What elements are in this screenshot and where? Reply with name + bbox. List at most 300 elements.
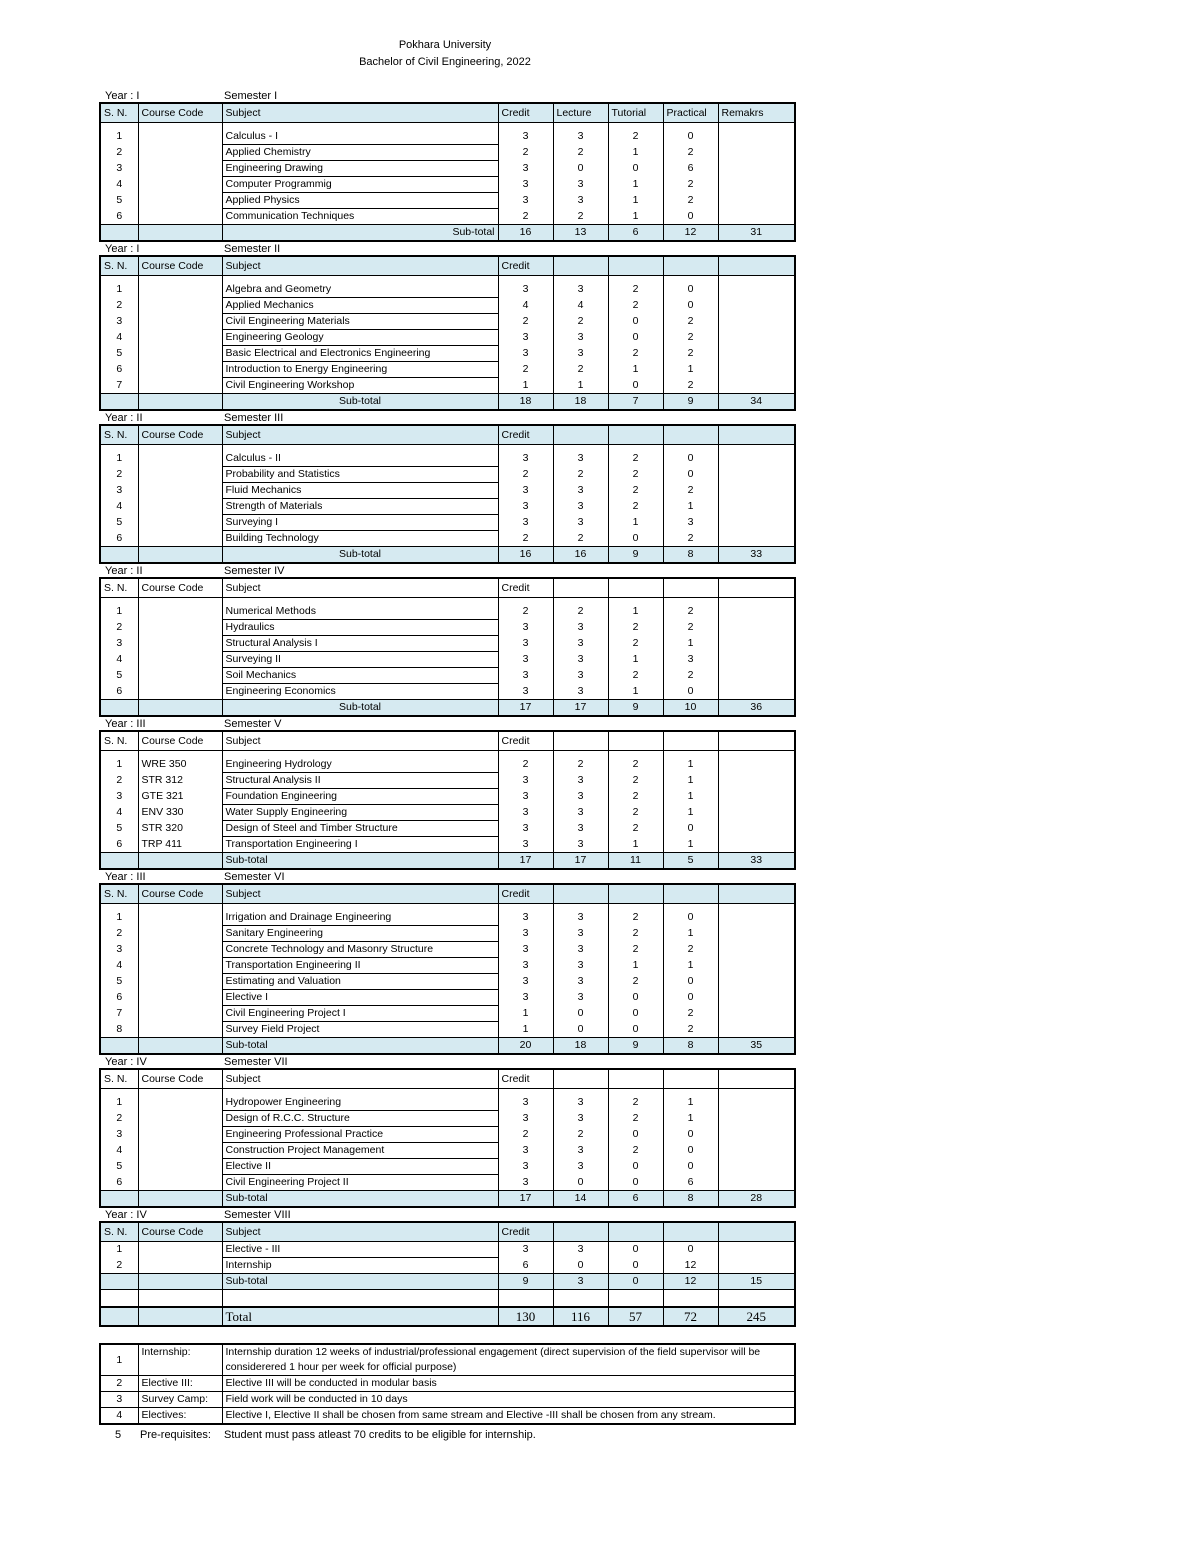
header-remarks: Remakrs (718, 103, 795, 123)
course-lecture: 3 (553, 789, 608, 805)
semester-table (99, 102, 796, 242)
course-practical: 0 (663, 1242, 718, 1258)
course-tutorial: 1 (608, 837, 663, 853)
subtotal-remarks: 31 (718, 225, 795, 242)
course-subject: Engineering Professional Practice (222, 1127, 498, 1143)
course-lecture: 2 (553, 362, 608, 378)
course-practical: 2 (663, 145, 718, 161)
course-lecture: 3 (553, 129, 608, 145)
subtotal-credit: 16 (498, 547, 553, 564)
subtotal-tutorial: 6 (608, 225, 663, 242)
course-subject: Calculus - I (222, 129, 498, 145)
header-sn: S. N. (100, 731, 138, 751)
course-sn: 4 (100, 652, 138, 668)
course-remarks (718, 145, 795, 161)
course-tutorial: 1 (608, 177, 663, 193)
course-code (138, 604, 222, 620)
year-label: Year : II (105, 412, 143, 424)
subtotal-label: Sub-total (222, 1038, 498, 1055)
course-lecture: 3 (553, 620, 608, 636)
course-remarks (718, 362, 795, 378)
course-credit: 3 (498, 282, 553, 298)
course-remarks (718, 789, 795, 805)
course-lecture: 2 (553, 314, 608, 330)
course-remarks (718, 620, 795, 636)
course-code (138, 974, 222, 990)
course-tutorial: 1 (608, 652, 663, 668)
course-row (100, 483, 795, 499)
course-tutorial: 2 (608, 1143, 663, 1159)
course-row (100, 974, 795, 990)
course-tutorial: 2 (608, 620, 663, 636)
course-sn: 8 (100, 1022, 138, 1038)
subtotal-lecture: 14 (553, 1191, 608, 1208)
header-course-code: Course Code (138, 1069, 222, 1089)
subtotal-credit: 17 (498, 1191, 553, 1208)
course-sn: 5 (100, 821, 138, 837)
course-lecture: 3 (553, 1242, 608, 1258)
course-subject: Survey Field Project (222, 1022, 498, 1038)
course-code (138, 378, 222, 394)
subtotal-practical: 9 (663, 394, 718, 411)
subtotal-practical: 8 (663, 1038, 718, 1055)
semester-heading (99, 564, 796, 577)
semester-heading (99, 870, 796, 883)
course-row (100, 926, 795, 942)
course-subject: Hydraulics (222, 620, 498, 636)
course-practical: 1 (663, 499, 718, 515)
course-lecture: 0 (553, 161, 608, 177)
course-remarks (718, 1111, 795, 1127)
program-title: Bachelor of Civil Engineering, 2022 (359, 56, 531, 68)
course-row (100, 1022, 795, 1038)
course-lecture: 3 (553, 668, 608, 684)
course-practical: 0 (663, 910, 718, 926)
semester-table (99, 255, 796, 411)
total-credit: 130 (498, 1307, 553, 1326)
course-row (100, 282, 795, 298)
course-code (138, 926, 222, 942)
course-lecture: 3 (553, 1143, 608, 1159)
course-code (138, 1095, 222, 1111)
course-remarks (718, 604, 795, 620)
course-sn: 6 (100, 1175, 138, 1191)
course-code (138, 652, 222, 668)
semester-heading (99, 242, 796, 255)
course-code: STR 320 (138, 821, 222, 837)
course-tutorial: 1 (608, 684, 663, 700)
course-sn: 6 (100, 837, 138, 853)
course-subject: Soil Mechanics (222, 668, 498, 684)
course-remarks (718, 652, 795, 668)
subtotal-remarks: 35 (718, 1038, 795, 1055)
course-tutorial: 2 (608, 298, 663, 314)
course-sn: 5 (100, 346, 138, 362)
subtotal-label: Sub-total (222, 394, 498, 411)
course-practical: 1 (663, 1111, 718, 1127)
course-subject: Applied Physics (222, 193, 498, 209)
course-code: WRE 350 (138, 757, 222, 773)
course-tutorial: 2 (608, 910, 663, 926)
course-remarks (718, 684, 795, 700)
course-sn: 4 (100, 499, 138, 515)
course-practical: 0 (663, 1143, 718, 1159)
header-course-code: Course Code (138, 425, 222, 445)
header-subject: Subject (222, 884, 498, 904)
course-lecture: 3 (553, 942, 608, 958)
table-header-row (100, 103, 795, 123)
semester-table (99, 424, 796, 564)
course-code (138, 1258, 222, 1274)
semester-label: Semester VI (224, 871, 285, 883)
course-remarks (718, 1022, 795, 1038)
course-remarks (718, 467, 795, 483)
course-code (138, 451, 222, 467)
course-credit: 3 (498, 684, 553, 700)
course-subject: Surveying I (222, 515, 498, 531)
course-practical: 2 (663, 177, 718, 193)
subtotal-credit: 17 (498, 700, 553, 717)
course-practical: 1 (663, 926, 718, 942)
table-header-row (100, 1069, 795, 1089)
course-tutorial: 2 (608, 499, 663, 515)
course-credit: 3 (498, 346, 553, 362)
course-sn: 1 (100, 282, 138, 298)
course-subject: Estimating and Valuation (222, 974, 498, 990)
course-code (138, 1111, 222, 1127)
course-credit: 3 (498, 974, 553, 990)
course-row (100, 330, 795, 346)
note-text: Field work will be conducted in 10 days (222, 1392, 795, 1408)
course-practical: 2 (663, 314, 718, 330)
course-practical: 1 (663, 636, 718, 652)
subtotal-label: Sub-total (222, 225, 498, 242)
course-tutorial: 1 (608, 362, 663, 378)
course-lecture: 3 (553, 958, 608, 974)
course-code (138, 668, 222, 684)
subtotal-credit: 9 (498, 1274, 553, 1290)
header-subject: Subject (222, 731, 498, 751)
course-code (138, 958, 222, 974)
course-lecture: 0 (553, 1022, 608, 1038)
prereq-sn: 5 (115, 1429, 122, 1441)
table-header-row (100, 256, 795, 276)
course-credit: 3 (498, 773, 553, 789)
course-practical: 1 (663, 958, 718, 974)
course-code (138, 620, 222, 636)
course-remarks (718, 1127, 795, 1143)
course-credit: 2 (498, 314, 553, 330)
table-header-row (100, 884, 795, 904)
header-tutorial: Tutorial (608, 103, 663, 123)
course-tutorial: 0 (608, 161, 663, 177)
course-row (100, 773, 795, 789)
course-tutorial: 0 (608, 990, 663, 1006)
course-code (138, 145, 222, 161)
semester-label: Semester VIII (224, 1209, 291, 1221)
year-label: Year : III (105, 718, 146, 730)
subtotal-label: Sub-total (222, 547, 498, 564)
course-credit: 3 (498, 129, 553, 145)
course-practical: 0 (663, 209, 718, 225)
course-row (100, 789, 795, 805)
course-subject: Hydropower Engineering (222, 1095, 498, 1111)
course-practical: 6 (663, 1175, 718, 1191)
course-practical: 6 (663, 161, 718, 177)
course-code (138, 467, 222, 483)
course-tutorial: 1 (608, 604, 663, 620)
course-tutorial: 2 (608, 757, 663, 773)
course-lecture: 3 (553, 1111, 608, 1127)
header-subject: Subject (222, 578, 498, 598)
course-credit: 3 (498, 789, 553, 805)
course-subject: Civil Engineering Materials (222, 314, 498, 330)
course-sn: 2 (100, 1258, 138, 1274)
course-code (138, 910, 222, 926)
course-row (100, 1127, 795, 1143)
course-remarks (718, 177, 795, 193)
course-tutorial: 1 (608, 145, 663, 161)
course-sn: 2 (100, 620, 138, 636)
course-practical: 2 (663, 346, 718, 362)
course-sn: 6 (100, 990, 138, 1006)
course-row (100, 467, 795, 483)
course-row (100, 942, 795, 958)
course-credit: 3 (498, 1175, 553, 1191)
note-label: Elective III: (138, 1376, 222, 1392)
course-credit: 3 (498, 451, 553, 467)
course-sn: 7 (100, 1006, 138, 1022)
course-tutorial: 2 (608, 346, 663, 362)
course-credit: 2 (498, 604, 553, 620)
course-lecture: 3 (553, 773, 608, 789)
course-row (100, 531, 795, 547)
subtotal-row (100, 1038, 795, 1055)
course-tutorial: 2 (608, 926, 663, 942)
note-row (100, 1392, 795, 1408)
total-tutorial: 57 (608, 1307, 663, 1326)
course-lecture: 3 (553, 177, 608, 193)
subtotal-tutorial: 11 (608, 853, 663, 870)
course-subject: Civil Engineering Project II (222, 1175, 498, 1191)
header-subject: Subject (222, 1069, 498, 1089)
course-credit: 2 (498, 362, 553, 378)
course-lecture: 3 (553, 910, 608, 926)
course-credit: 6 (498, 1258, 553, 1274)
subtotal-row (100, 394, 795, 411)
course-code (138, 346, 222, 362)
note-label: Electives: (138, 1408, 222, 1425)
subtotal-lecture: 16 (553, 547, 608, 564)
course-lecture: 3 (553, 926, 608, 942)
course-credit: 3 (498, 499, 553, 515)
year-label: Year : IV (105, 1056, 147, 1068)
course-sn: 1 (100, 910, 138, 926)
header-sn: S. N. (100, 103, 138, 123)
note-text: Internship duration 12 weeks of industrial/professional engagement (direct supervision of the field supervisor will be considerered 1 hour per week for official purpose) (222, 1344, 795, 1376)
header-sn: S. N. (100, 884, 138, 904)
course-credit: 3 (498, 1095, 553, 1111)
subtotal-lecture: 17 (553, 853, 608, 870)
course-row (100, 161, 795, 177)
course-lecture: 3 (553, 684, 608, 700)
total-row (100, 1307, 795, 1326)
course-row (100, 1159, 795, 1175)
course-sn: 4 (100, 805, 138, 821)
course-subject: Elective - III (222, 1242, 498, 1258)
course-lecture: 3 (553, 974, 608, 990)
course-code (138, 942, 222, 958)
subtotal-lecture: 3 (553, 1274, 608, 1290)
note-row (100, 1344, 795, 1376)
course-practical: 3 (663, 652, 718, 668)
course-tutorial: 0 (608, 330, 663, 346)
course-lecture: 3 (553, 837, 608, 853)
header-credit: Credit (498, 884, 553, 904)
note-label: Internship: (138, 1344, 222, 1376)
course-row (100, 1242, 795, 1258)
course-subject: Applied Chemistry (222, 145, 498, 161)
header-credit: Credit (498, 731, 553, 751)
subtotal-lecture: 13 (553, 225, 608, 242)
course-credit: 1 (498, 378, 553, 394)
header-credit: Credit (498, 256, 553, 276)
course-lecture: 2 (553, 145, 608, 161)
course-code (138, 298, 222, 314)
course-row (100, 298, 795, 314)
course-remarks (718, 209, 795, 225)
course-remarks (718, 821, 795, 837)
header-course-code: Course Code (138, 884, 222, 904)
course-practical: 2 (663, 531, 718, 547)
course-credit: 2 (498, 757, 553, 773)
subtotal-remarks: 28 (718, 1191, 795, 1208)
course-sn: 6 (100, 531, 138, 547)
course-tutorial: 2 (608, 1095, 663, 1111)
course-practical: 1 (663, 837, 718, 853)
course-practical: 0 (663, 990, 718, 1006)
course-lecture: 1 (553, 378, 608, 394)
university-title: Pokhara University (398, 39, 492, 51)
semester-table (99, 883, 796, 1055)
course-practical: 0 (663, 282, 718, 298)
course-row (100, 636, 795, 652)
course-practical: 0 (663, 451, 718, 467)
header-sn: S. N. (100, 1069, 138, 1089)
course-row (100, 620, 795, 636)
course-code (138, 362, 222, 378)
course-row (100, 451, 795, 467)
semester-heading (99, 1208, 796, 1221)
course-subject: Internship (222, 1258, 498, 1274)
header-lecture: Lecture (553, 103, 608, 123)
course-practical: 0 (663, 974, 718, 990)
course-subject: Calculus - II (222, 451, 498, 467)
course-practical: 2 (663, 483, 718, 499)
course-remarks (718, 1242, 795, 1258)
course-tutorial: 0 (608, 1242, 663, 1258)
course-code (138, 282, 222, 298)
course-credit: 3 (498, 193, 553, 209)
course-tutorial: 2 (608, 805, 663, 821)
course-credit: 3 (498, 1159, 553, 1175)
course-remarks (718, 636, 795, 652)
course-lecture: 3 (553, 193, 608, 209)
course-credit: 3 (498, 837, 553, 853)
course-remarks (718, 451, 795, 467)
course-remarks (718, 129, 795, 145)
course-sn: 3 (100, 1127, 138, 1143)
subtotal-row (100, 225, 795, 242)
course-tutorial: 0 (608, 1258, 663, 1274)
course-subject: Irrigation and Drainage Engineering (222, 910, 498, 926)
subtotal-practical: 5 (663, 853, 718, 870)
note-label: Survey Camp: (138, 1392, 222, 1408)
total-practical: 72 (663, 1307, 718, 1326)
semester-label: Semester V (224, 718, 282, 730)
course-tutorial: 2 (608, 942, 663, 958)
course-remarks (718, 773, 795, 789)
course-subject: Foundation Engineering (222, 789, 498, 805)
year-label: Year : IV (105, 1209, 147, 1221)
course-lecture: 3 (553, 330, 608, 346)
course-row (100, 362, 795, 378)
course-code (138, 483, 222, 499)
course-practical: 3 (663, 515, 718, 531)
course-sn: 1 (100, 1095, 138, 1111)
subtotal-row (100, 700, 795, 717)
course-lecture: 3 (553, 346, 608, 362)
course-code: STR 312 (138, 773, 222, 789)
note-sn: 3 (100, 1392, 138, 1408)
course-credit: 3 (498, 1143, 553, 1159)
course-tutorial: 2 (608, 668, 663, 684)
course-subject: Structural Analysis II (222, 773, 498, 789)
course-tutorial: 0 (608, 1006, 663, 1022)
course-code (138, 636, 222, 652)
table-header-row (100, 578, 795, 598)
course-row (100, 145, 795, 161)
course-remarks (718, 1143, 795, 1159)
course-lecture: 0 (553, 1006, 608, 1022)
course-sn: 6 (100, 209, 138, 225)
course-sn: 6 (100, 362, 138, 378)
course-code (138, 499, 222, 515)
course-tutorial: 0 (608, 531, 663, 547)
course-sn: 6 (100, 684, 138, 700)
course-row (100, 314, 795, 330)
year-label: Year : I (105, 243, 140, 255)
course-sn: 5 (100, 193, 138, 209)
header-sn: S. N. (100, 425, 138, 445)
subtotal-practical: 10 (663, 700, 718, 717)
course-practical: 2 (663, 1022, 718, 1038)
course-tutorial: 1 (608, 958, 663, 974)
course-credit: 3 (498, 668, 553, 684)
course-subject: Sanitary Engineering (222, 926, 498, 942)
semester-table (99, 730, 796, 870)
course-remarks (718, 837, 795, 853)
course-row (100, 1143, 795, 1159)
header-sn: S. N. (100, 256, 138, 276)
subtotal-row (100, 1274, 795, 1290)
note-row (100, 1408, 795, 1425)
course-subject: Civil Engineering Project I (222, 1006, 498, 1022)
course-sn: 1 (100, 604, 138, 620)
table-header-row (100, 425, 795, 445)
subtotal-label: Sub-total (222, 853, 498, 870)
course-tutorial: 2 (608, 974, 663, 990)
